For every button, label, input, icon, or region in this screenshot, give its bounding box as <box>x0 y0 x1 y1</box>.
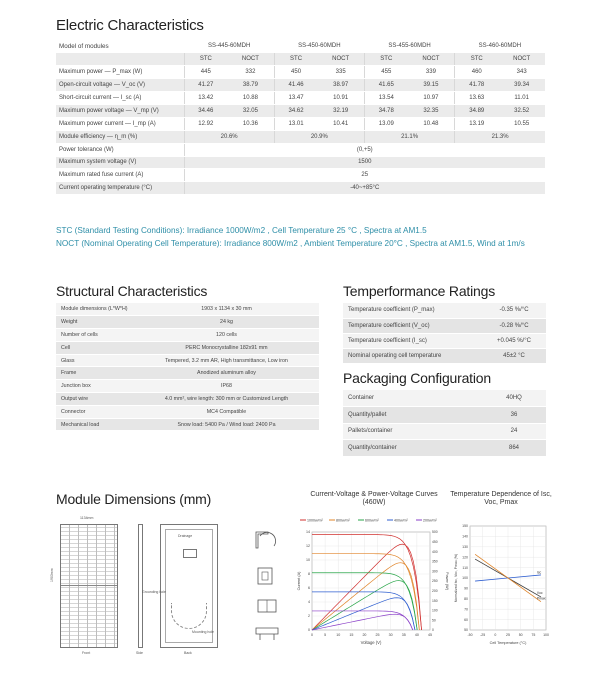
temperature-row <box>343 333 546 348</box>
width-dimension: 1134mm <box>80 516 94 520</box>
structural-table <box>56 303 319 431</box>
electric-row-label: Short-circuit current — I_sc (A) <box>56 92 184 105</box>
electric-cell: 34.78 <box>364 104 407 117</box>
models-label: Model of modules <box>56 40 184 53</box>
temperature-label: Temperature coefficient (I_sc) <box>343 333 482 348</box>
iv-y2-tick: 400 <box>432 549 438 554</box>
electric-cell: 455 <box>364 66 407 79</box>
temperature-table <box>343 303 546 364</box>
iv-xlabel: Voltage (V) <box>360 640 382 645</box>
structural-row <box>56 405 319 418</box>
iv-y2-tick: 500 <box>432 530 438 535</box>
dimension-drawings <box>52 512 302 657</box>
iv-y2-tick: 100 <box>432 608 438 613</box>
span-value: 1500 <box>184 156 545 169</box>
electric-row-label: Maximum power — P_max (W) <box>56 66 184 79</box>
detail-section-1 <box>256 532 276 548</box>
legend-label: 1000w/m² <box>307 518 323 523</box>
electric-row <box>56 66 545 79</box>
electric-cell: 41.27 <box>184 79 227 92</box>
electric-cell: 10.88 <box>227 92 274 105</box>
model-name: SS-455-60MDH <box>364 40 454 53</box>
structural-value: IP68 <box>134 380 319 393</box>
iv-y-tick: 6 <box>308 586 310 591</box>
detail-section-2 <box>258 568 272 584</box>
electric-cell: 34.62 <box>274 104 317 117</box>
span-row <box>56 156 545 169</box>
electric-cell: 38.79 <box>227 79 274 92</box>
packaging-label: Quantity/pallet <box>343 407 482 424</box>
electric-cell: 332 <box>227 66 274 79</box>
electric-cell: 39.34 <box>498 79 545 92</box>
electric-cell: 10.41 <box>317 117 364 130</box>
temp-chart <box>452 512 552 650</box>
electric-cell: 41.65 <box>364 79 407 92</box>
temp-y-tick: 140 <box>462 534 468 539</box>
iv-y2-tick: 50 <box>432 618 436 623</box>
sub-header: STC <box>455 53 499 66</box>
iv-y2-tick: 200 <box>432 589 438 593</box>
iv-current-curve <box>312 535 422 630</box>
side-view <box>138 524 143 648</box>
span-label: Power tolerance (W) <box>56 143 184 156</box>
sub-header: NOCT <box>498 53 545 66</box>
structural-label: Frame <box>56 367 134 380</box>
sub-header-row <box>56 53 545 66</box>
electric-cell: 10.97 <box>408 92 455 105</box>
temp-x-tick: -25 <box>480 633 486 637</box>
span-value: 25 <box>184 169 545 182</box>
temp-y-tick: 120 <box>462 555 468 560</box>
packaging-row <box>343 423 546 440</box>
temp-series-label: Voc <box>536 591 543 596</box>
length-dimension: 1903mm <box>50 568 54 582</box>
iv-x-tick: 0 <box>311 633 313 637</box>
iv-y-tick: 14 <box>306 530 310 535</box>
iv-y-tick: 8 <box>308 572 310 577</box>
iv-power-curve <box>312 614 413 630</box>
iv-y2-tick: 250 <box>432 579 438 584</box>
noct-note: NOCT (Nominal Operating Cell Temperature): Irradiance 800W/m2 , Ambient Temperature 20°C , Spectra at AM1.5, Wind at 1m/s <box>56 239 525 248</box>
legend-label: 600w/m² <box>365 518 379 523</box>
packaging-value: 36 <box>482 407 546 424</box>
front-view <box>60 524 118 648</box>
structural-label: Weight <box>56 316 134 329</box>
temp-y-tick: 130 <box>462 545 468 549</box>
structural-label: Module dimensions (L*W*H) <box>56 303 134 316</box>
electric-row-label: Open-circuit voltage — V_oc (V) <box>56 79 184 92</box>
electric-cell: 32.19 <box>317 104 364 117</box>
iv-y-tick: 0 <box>308 628 310 633</box>
temperature-value: -0.35 %/°C <box>482 303 546 318</box>
front-grid <box>61 525 117 647</box>
electric-cell: 13.01 <box>274 117 317 130</box>
model-name: SS-450-60MDH <box>274 40 364 53</box>
temp-y-tick: 150 <box>462 524 468 529</box>
electric-title: Electric Characteristics <box>56 17 204 34</box>
temp-series-label: Pmax <box>536 596 546 601</box>
structural-value: Snow load: 5400 Pa / Wind load: 2400 Pa <box>134 418 319 431</box>
iv-x-tick: 20 <box>362 633 367 637</box>
iv-x-tick: 15 <box>349 633 354 637</box>
electric-cell: 13.42 <box>184 92 227 105</box>
temp-y-tick: 50 <box>464 628 468 633</box>
electric-cell: 10.55 <box>498 117 545 130</box>
temp-series-label: Isc <box>536 570 542 575</box>
structural-label: Mechanical load <box>56 418 134 431</box>
iv-y2-tick: 450 <box>432 540 438 544</box>
structural-value: MC4 Compatible <box>134 405 319 418</box>
structural-label: Glass <box>56 354 134 367</box>
efficiency-value: 20.6% <box>184 130 274 143</box>
electric-cell: 13.09 <box>364 117 407 130</box>
electric-cell: 32.35 <box>408 104 455 117</box>
packaging-label: Quantity/container <box>343 440 482 457</box>
temp-y-tick: 60 <box>464 617 468 622</box>
electric-cell: 13.47 <box>274 92 317 105</box>
back-label: Back <box>184 651 192 655</box>
span-value: (0,+5) <box>184 143 545 156</box>
sub-header: STC <box>274 53 317 66</box>
span-row <box>56 169 545 182</box>
temperature-row <box>343 303 546 318</box>
junction-box <box>183 549 197 558</box>
structural-row <box>56 341 319 354</box>
packaging-value: 40HQ <box>482 390 546 407</box>
electric-cell: 10.91 <box>317 92 364 105</box>
temp-x-tick: 0 <box>494 633 497 637</box>
electric-cell: 13.19 <box>455 117 499 130</box>
span-row <box>56 182 545 195</box>
temperature-label: Temperature coefficient (P_max) <box>343 303 482 318</box>
packaging-value: 864 <box>482 440 546 457</box>
electric-row <box>56 117 545 130</box>
packaging-value: 24 <box>482 423 546 440</box>
structural-value: 4.0 mm², wire length: 300 mm or Customized Length <box>134 393 319 406</box>
temp-x-tick: -50 <box>467 633 473 637</box>
efficiency-value: 21.1% <box>364 130 454 143</box>
electric-row-label: Maximum power current — I_mp (A) <box>56 117 184 130</box>
electric-cell: 12.92 <box>184 117 227 130</box>
iv-x-tick: 35 <box>401 633 406 637</box>
structural-row <box>56 380 319 393</box>
temp-chart-title: Temperature Dependence of Isc, Voc, Pmax <box>450 491 552 506</box>
packaging-title: Packaging Configuration <box>343 370 491 386</box>
electric-cell: 41.78 <box>455 79 499 92</box>
structural-row <box>56 367 319 380</box>
structural-row <box>56 418 319 431</box>
electric-row <box>56 92 545 105</box>
structural-value: 1903 x 1134 x 30 mm <box>134 303 319 316</box>
temp-x-tick: 25 <box>506 633 510 637</box>
drainage-label: Drainage <box>178 534 193 538</box>
electric-cell: 460 <box>455 66 499 79</box>
detail-section-3 <box>262 572 268 580</box>
structural-row <box>56 393 319 406</box>
temp-ylabel: Normalized Isc, Voc, Pmax (%) <box>454 553 458 603</box>
temp-y-tick: 100 <box>462 576 468 581</box>
temperature-value: 45±2 °C <box>482 348 546 363</box>
iv-x-tick: 45 <box>428 633 432 637</box>
span-label: Maximum system voltage (V) <box>56 156 184 169</box>
dimensions-title: Module Dimensions (mm) <box>56 491 212 507</box>
packaging-row <box>343 390 546 407</box>
electric-cell: 13.63 <box>455 92 499 105</box>
packaging-table <box>343 390 546 457</box>
packaging-label: Pallets/container <box>343 423 482 440</box>
iv-y2-tick: 0 <box>432 628 434 633</box>
electric-cell: 34.46 <box>184 104 227 117</box>
electric-cell: 10.36 <box>227 117 274 130</box>
model-header-row <box>56 40 545 53</box>
structural-row <box>56 303 319 316</box>
span-value: -40~+85°C <box>184 182 545 195</box>
structural-label: Cell <box>56 341 134 354</box>
electric-cell: 335 <box>317 66 364 79</box>
electric-cell: 32.05 <box>227 104 274 117</box>
temp-xlabel: Cell Temperature (°C) <box>489 641 527 645</box>
efficiency-row <box>56 130 545 143</box>
electric-cell: 343 <box>498 66 545 79</box>
front-mid-line <box>61 585 117 586</box>
packaging-label: Container <box>343 390 482 407</box>
electric-cell: 32.52 <box>498 104 545 117</box>
detail-section-6 <box>256 628 278 640</box>
temp-x-tick: 50 <box>518 633 523 637</box>
temp-x-tick: 100 <box>543 633 549 637</box>
span-row <box>56 143 545 156</box>
iv-x-tick: 40 <box>414 633 419 637</box>
iv-chart <box>296 512 448 650</box>
iv-x-tick: 30 <box>388 633 393 637</box>
temp-y-tick: 80 <box>464 597 468 601</box>
structural-row <box>56 354 319 367</box>
electric-row <box>56 104 545 117</box>
iv-y-tick: 4 <box>308 600 310 605</box>
iv-chart-title: Current-Voltage & Power-Voltage Curves (460W) <box>310 491 438 506</box>
temperature-row <box>343 348 546 363</box>
sub-header: NOCT <box>317 53 364 66</box>
temperature-label: Nominal operating cell temperature <box>343 348 482 363</box>
structural-value: PERC Monocrystalline 182x91 mm <box>134 341 319 354</box>
structural-label: Connector <box>56 405 134 418</box>
iv-y2label: Power (W) <box>445 572 449 590</box>
temperature-value: +0.045 %/°C <box>482 333 546 348</box>
electric-cell: 445 <box>184 66 227 79</box>
electric-table <box>56 40 545 195</box>
electric-cell: 39.15 <box>408 79 455 92</box>
structural-label: Junction box <box>56 380 134 393</box>
structural-label: Output wire <box>56 393 134 406</box>
iv-x-tick: 5 <box>324 633 327 637</box>
packaging-row <box>343 440 546 457</box>
packaging-row <box>343 407 546 424</box>
mounting-label: Mounting hole <box>192 630 214 634</box>
iv-y2-tick: 150 <box>432 598 438 603</box>
iv-y-tick: 10 <box>306 558 310 563</box>
electric-row <box>56 79 545 92</box>
sub-header: STC <box>364 53 407 66</box>
temp-x-tick: 75 <box>531 633 536 637</box>
structural-label: Number of cells <box>56 329 134 342</box>
iv-y2-tick: 350 <box>432 559 438 564</box>
temp-y-tick: 70 <box>464 607 468 612</box>
electric-cell: 38.97 <box>317 79 364 92</box>
structural-value: 24 kg <box>134 316 319 329</box>
electric-cell: 34.89 <box>455 104 499 117</box>
temperature-title: Temperformance Ratings <box>343 283 495 299</box>
sub-header: STC <box>184 53 227 66</box>
iv-y2-tick: 300 <box>432 569 438 574</box>
legend-label: 800w/m² <box>336 518 350 523</box>
structural-value: Tempered, 3.2 mm AR, High transmittance, Low iron <box>134 354 319 367</box>
temperature-label: Temperature coefficient (V_oc) <box>343 318 482 333</box>
electric-cell: 339 <box>408 66 455 79</box>
electric-cell: 41.46 <box>274 79 317 92</box>
legend-label: 400w/m² <box>394 518 408 523</box>
model-name: SS-460-60MDH <box>455 40 545 53</box>
electric-cell: 10.48 <box>408 117 455 130</box>
side-label: Side <box>136 651 144 655</box>
temp-y-tick: 110 <box>462 565 468 570</box>
iv-y-tick: 2 <box>308 614 310 619</box>
efficiency-label: Module efficiency — η_m (%) <box>56 130 184 143</box>
legend-label: 200w/m² <box>423 518 437 523</box>
temp-y-tick: 90 <box>464 586 468 591</box>
electric-cell: 450 <box>274 66 317 79</box>
temperature-row <box>343 318 546 333</box>
structural-title: Structural Characteristics <box>56 283 208 299</box>
iv-x-tick: 25 <box>375 633 380 637</box>
frame-section-detail <box>252 526 286 646</box>
structural-row <box>56 316 319 329</box>
structural-value: Anodized aluminum alloy <box>134 367 319 380</box>
structural-row <box>56 329 319 342</box>
front-label: Front <box>82 651 91 655</box>
electric-row-label: Maximum power voltage — V_mp (V) <box>56 104 184 117</box>
electric-cell: 13.54 <box>364 92 407 105</box>
iv-ylabel: Current (A) <box>297 571 301 591</box>
temperature-value: -0.28 %/°C <box>482 318 546 333</box>
structural-value: 120 cells <box>134 329 319 342</box>
blank-cell <box>56 53 184 66</box>
electric-cell: 11.01 <box>498 92 545 105</box>
span-label: Maximum rated fuse current (A) <box>56 169 184 182</box>
span-label: Current operating temperature (°C) <box>56 182 184 195</box>
grounding-label: Grounding hole <box>142 590 166 594</box>
stc-note: STC (Standard Testing Conditions): Irradiance 1000W/m2 , Cell Temperature 25 °C , Spectra at AM1.5 <box>56 226 427 235</box>
iv-y-tick: 12 <box>306 544 310 549</box>
sub-header: NOCT <box>408 53 455 66</box>
efficiency-value: 20.9% <box>274 130 364 143</box>
sub-header: NOCT <box>227 53 274 66</box>
model-name: SS-445-60MDH <box>184 40 274 53</box>
efficiency-value: 21.3% <box>455 130 545 143</box>
iv-x-tick: 10 <box>336 633 341 637</box>
